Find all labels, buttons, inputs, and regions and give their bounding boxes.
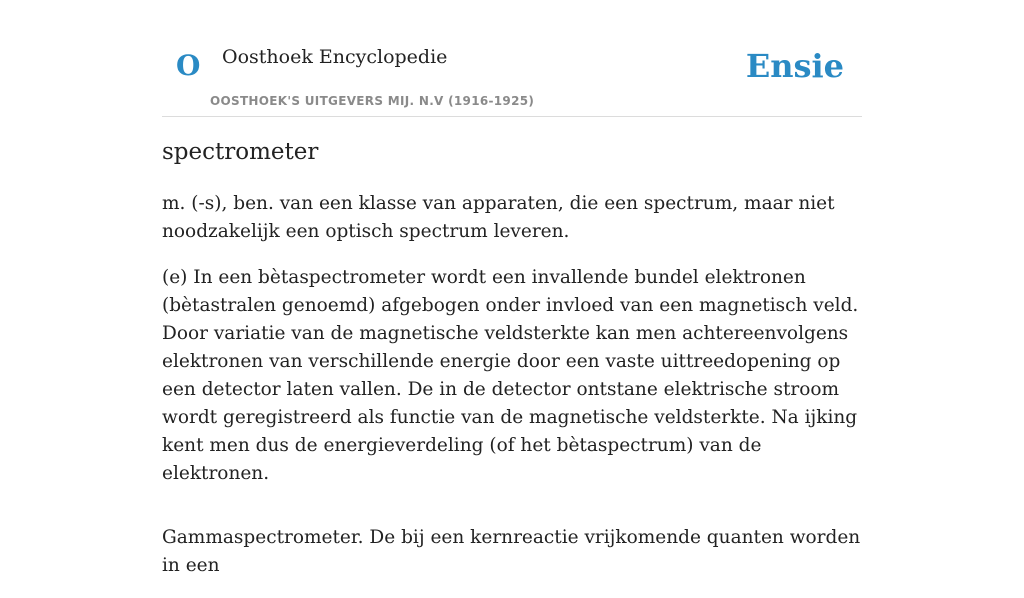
source-logo-icon: O — [176, 49, 201, 82]
entry-content — [162, 138, 862, 598]
entry-paragraph-definition: m. (-s), ben. van een klasse van apparaten, die een spectrum, maar niet noodzakelijk een optisch spectrum leveren. — [162, 192, 835, 242]
entry-paragraph-gamma-spectrometer: Gammaspectrometer. De bij een kernreactie vrijkomende quanten worden in een — [162, 526, 861, 576]
source-header — [162, 0, 862, 117]
source-subtitle: OOSTHOEK'S UITGEVERS MIJ. N.V (1916-1925) — [210, 94, 535, 108]
source-title[interactable]: Oosthoek Encyclopedie — [222, 46, 448, 68]
ensie-logo-link[interactable]: Ensie — [745, 47, 844, 85]
entry-paragraph-beta-spectrometer: (e) In een bètaspectrometer wordt een invallende bundel elektronen (bètastralen genoemd) afgebogen onder invloed van een magnetisch veld. Door variatie van de magnetische veldsterkte kan men achtereenvolgens elektronen van verschillende energie door een vaste uittreedopening op een detector laten vallen. De in de detector ontstane elektrische stroom wordt geregistreerd als functie van de magnetische veldsterkte. Na ijking kent men dus de energieverdeling (of het bètaspectrum) van de elektronen. — [162, 266, 859, 484]
entry-title: spectrometer — [162, 139, 319, 165]
